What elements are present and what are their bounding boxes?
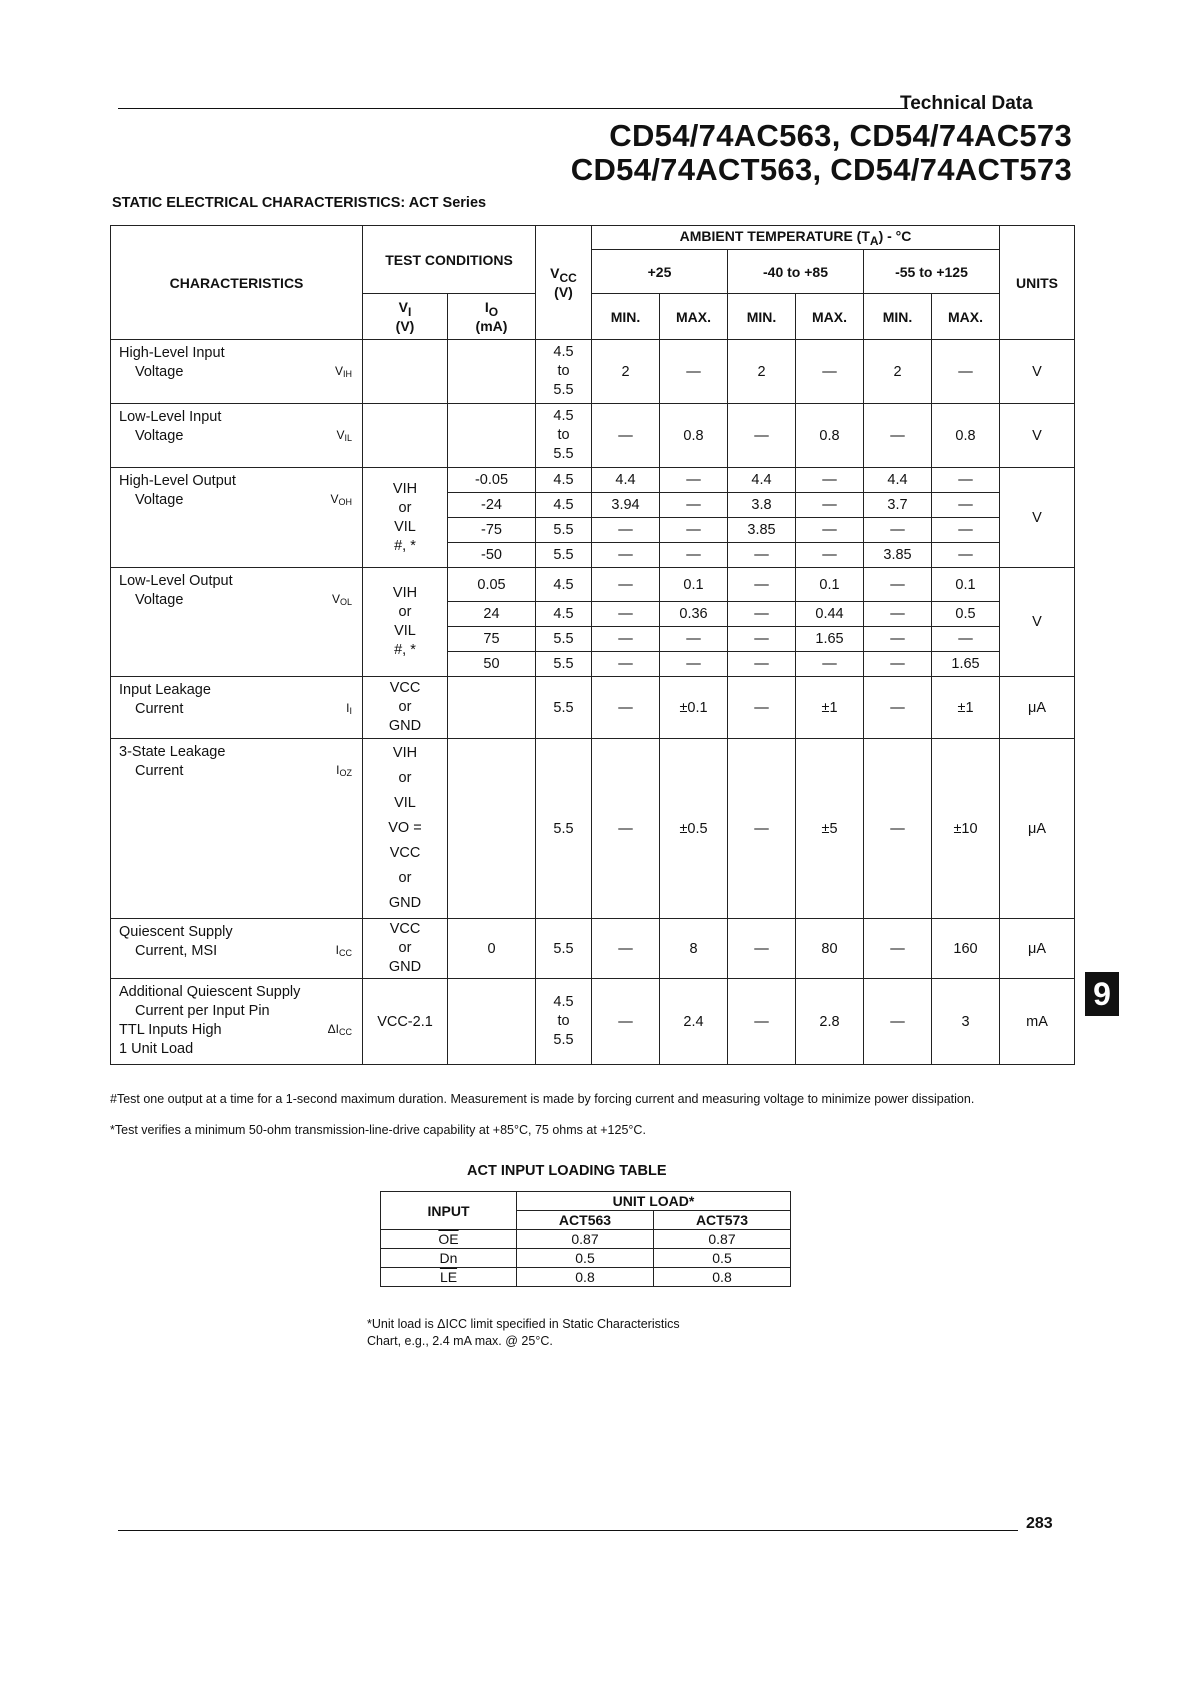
vi-condition-cell: VIH or VIL VO = VCC or GND bbox=[363, 739, 448, 919]
table-row: Input Leakage Current $I_I$ VCC or GND 5.5 — ±0.1 — ±1 — ±1 μA bbox=[111, 677, 1075, 739]
input-loading-table bbox=[380, 1191, 791, 1287]
loading-table-note: *Unit load is ΔICC limit specified in Static Characteristics Chart, e.g., 2.4 mA max. @ 25°C. bbox=[367, 1317, 680, 1348]
vi-condition-cell: VIH or VIL #, * bbox=[363, 568, 448, 677]
header-rule bbox=[118, 108, 908, 109]
header-input: INPUT bbox=[381, 1192, 517, 1230]
header-min: MIN. bbox=[728, 294, 796, 340]
symbol: $V_{IH}$ bbox=[334, 364, 352, 379]
symbol: $V_{IL}$ bbox=[336, 428, 352, 443]
characteristic-cell: Input Leakage Current $I_I$ bbox=[111, 677, 363, 739]
table-row: Dn 0.5 0.5 bbox=[381, 1249, 791, 1268]
vcc-cell: 4.5 to 5.5 bbox=[536, 979, 592, 1065]
characteristic-cell: 3-State Leakage Current $I_{OZ}$ bbox=[111, 739, 363, 919]
header-act573: ACT573 bbox=[654, 1211, 791, 1230]
vcc-cell: 4.5 to 5.5 bbox=[536, 404, 592, 468]
header-max: MAX. bbox=[932, 294, 1000, 340]
characteristic-cell: High-Level Output Voltage $V_{OH}$ bbox=[111, 468, 363, 568]
symbol: $I_I$ bbox=[346, 701, 352, 716]
footer-rule bbox=[118, 1530, 1018, 1531]
table-row: High-Level Input Voltage $V_{IH}$ 4.5 to 5.5 2 — 2 — 2 — V bbox=[111, 340, 1075, 404]
table-row: Low-Level Input Voltage $V_{IL}$ 4.5 to 5.5 — 0.8 — 0.8 — 0.8 V bbox=[111, 404, 1075, 468]
technical-data-label: Technical Data bbox=[900, 93, 1033, 114]
symbol: $I_{CC}$ bbox=[335, 943, 352, 958]
table-row: Low-Level Output Voltage $V_{OL}$ VIH or VIL #, * 0.05 4.5 — 0.1 — 0.1 — 0.1 V bbox=[111, 568, 1075, 602]
symbol: $V_{OL}$ bbox=[331, 592, 352, 607]
table-row: 3-State Leakage Current $I_{OZ}$ VIH or VIL VO = VCC or GND 5.5 — ±0.5 — ±5 — ±10 μA bbox=[111, 739, 1075, 919]
loading-table-title: ACT INPUT LOADING TABLE bbox=[467, 1163, 667, 1179]
characteristic-cell: Additional Quiescent Supply Current per Input Pin TTL Inputs High 1 Unit Load $\Delta I_{CC}$ bbox=[111, 979, 363, 1065]
characteristic-cell: Quiescent Supply Current, MSI $I_{CC}$ bbox=[111, 919, 363, 979]
header-max: MAX. bbox=[796, 294, 864, 340]
table-row: High-Level Output Voltage $V_{OH}$ VIH or VIL #, * -0.05 4.5 4.4 — 4.4 — 4.4 — V bbox=[111, 468, 1075, 493]
table-row: -75 5.5 — — 3.85 — — — bbox=[111, 518, 1075, 543]
table-row: $\overline{OE}$ 0.87 0.87 bbox=[381, 1230, 791, 1249]
header-temp-25: +25 bbox=[592, 250, 728, 294]
header-vcc: $V_{CC}$ (V) bbox=[536, 226, 592, 340]
header-temp-40-85: -40 to +85 bbox=[728, 250, 864, 294]
vcc-cell: 4.5 to 5.5 bbox=[536, 340, 592, 404]
table-row: 24 4.5 — 0.36 — 0.44 — 0.5 bbox=[111, 602, 1075, 627]
header-unit-load: UNIT LOAD* bbox=[517, 1192, 791, 1211]
header-min: MIN. bbox=[864, 294, 932, 340]
section-tab: 9 bbox=[1085, 972, 1119, 1016]
table-row: 75 5.5 — — — 1.65 — — bbox=[111, 627, 1075, 652]
table-row: 50 5.5 — — — — — 1.65 bbox=[111, 652, 1075, 677]
header-max: MAX. bbox=[660, 294, 728, 340]
table-row: -50 5.5 — — — — 3.85 — bbox=[111, 543, 1075, 568]
page-title-line1: CD54/74AC563, CD54/74AC573 bbox=[609, 118, 1072, 153]
table-row: Quiescent Supply Current, MSI $I_{CC}$ VCC or GND 0 5.5 — 8 — 80 — 160 μA bbox=[111, 919, 1075, 979]
page-title-line2: CD54/74ACT563, CD54/74ACT573 bbox=[570, 152, 1072, 187]
header-io: $I_O$ (mA) bbox=[448, 294, 536, 340]
footnote-hash: #Test one output at a time for a 1-second maximum duration. Measurement is made by forcing current and measuring voltage to minimize power dissipation. bbox=[110, 1092, 975, 1106]
characteristic-cell: Low-Level Input Voltage $V_{IL}$ bbox=[111, 404, 363, 468]
table-row: $\overline{LE}$ 0.8 0.8 bbox=[381, 1268, 791, 1287]
header-test-conditions: TEST CONDITIONS bbox=[363, 226, 536, 294]
characteristic-cell: Low-Level Output Voltage $V_{OL}$ bbox=[111, 568, 363, 677]
header-characteristics: CHARACTERISTICS bbox=[111, 226, 363, 340]
header-temp-55-125: -55 to +125 bbox=[864, 250, 1000, 294]
vi-condition-cell: VIH or VIL #, * bbox=[363, 468, 448, 568]
table-row: Additional Quiescent Supply Current per Input Pin TTL Inputs High 1 Unit Load $\Delta I_{CC}$ VCC-2.1 4.5 to 5.5 — 2.4 — 2.8 — 3 mA bbox=[111, 979, 1075, 1065]
header-ambient-temperature: AMBIENT TEMPERATURE $(T_A) - ^\circ C$ bbox=[592, 226, 1000, 250]
static-characteristics-table bbox=[110, 225, 1075, 1065]
vi-condition-cell: VCC or GND bbox=[363, 677, 448, 739]
table-row: -24 4.5 3.94 — 3.8 — 3.7 — bbox=[111, 493, 1075, 518]
page-number: 283 bbox=[1026, 1515, 1053, 1532]
header-vi: $V_I$ (V) bbox=[363, 294, 448, 340]
symbol: $\Delta I_{CC}$ bbox=[327, 1022, 352, 1037]
footnote-star: *Test verifies a minimum 50-ohm transmission-line-drive capability at +85°C, 75 ohms at +125°C. bbox=[110, 1123, 646, 1137]
header-min: MIN. bbox=[592, 294, 660, 340]
header-act563: ACT563 bbox=[517, 1211, 654, 1230]
symbol: $V_{OH}$ bbox=[330, 492, 352, 507]
section-heading: STATIC ELECTRICAL CHARACTERISTICS: ACT Series bbox=[112, 195, 487, 211]
characteristic-cell: High-Level Input Voltage $V_{IH}$ bbox=[111, 340, 363, 404]
header-units: UNITS bbox=[1000, 226, 1075, 340]
vi-condition-cell: VCC or GND bbox=[363, 919, 448, 979]
symbol: $I_{OZ}$ bbox=[336, 763, 352, 778]
